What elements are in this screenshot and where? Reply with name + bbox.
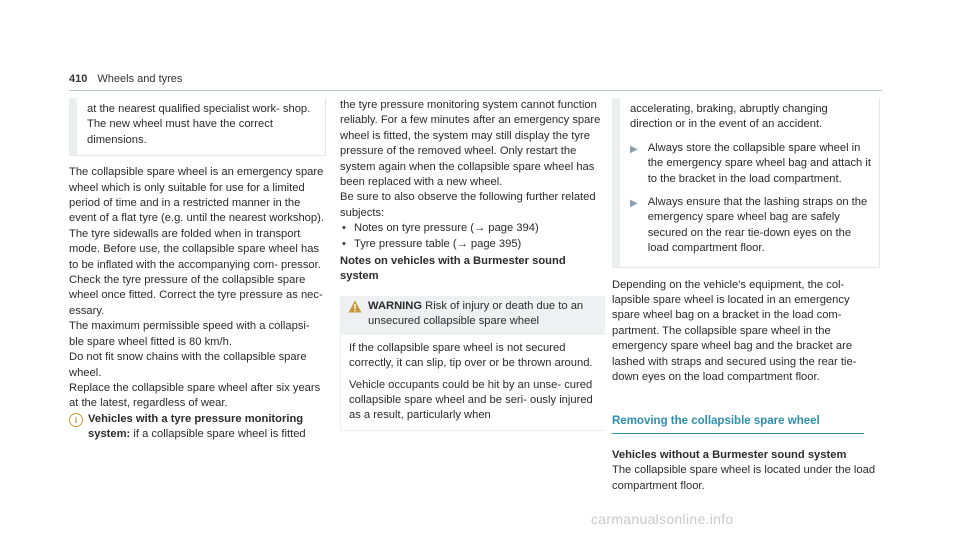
- link-tyre-pressure-table[interactable]: • Tyre pressure table (→ page 395): [340, 237, 605, 252]
- note-box: [69, 98, 326, 156]
- column-1: [69, 98, 326, 443]
- see-also: Be sure to also observe the following further related subjects:: [340, 191, 596, 219]
- paragraph: The collapsible spare wheel is an emergency spare wheel which is only suitable for use for a limited period of time and in a restricted manner in the event of a flat tyre (e.g. until the nearest workshop).: [69, 166, 324, 225]
- page-header: [69, 73, 182, 85]
- warning-triangle-icon: [348, 300, 362, 313]
- paragraph: The tyre sidewalls are folded when in transport mode. Before use, the collapsible spare wheel has to be inflated with the accompanying com- pressor.: [69, 227, 321, 271]
- step-text: Always store the collapsible spare wheel in the emergency spare wheel bag and attach it to the bracket in the load compartment.: [647, 141, 871, 185]
- arrow-right-icon: ▶: [630, 143, 638, 155]
- warning-paragraph: If the collapsible spare wheel is not secured correctly, it can slip, tip over or be thrown around.: [349, 341, 593, 370]
- step: [630, 141, 871, 187]
- page-title: Wheels and tyres: [97, 73, 183, 85]
- step-text: Always ensure that the lashing straps on the emergency spare wheel bag are safely secured on the rear tie-down eyes on the load compartment floor.: [647, 196, 868, 255]
- warning-body: [340, 335, 605, 431]
- warning-box: [340, 296, 605, 335]
- paragraph: Depending on the vehicle's equipment, the col- lapsible spare wheel is located in an emergency spare wheel bag on a bracket in the load com- partment. The collapsible spare wheel in the emergency spare wheel bag and the bracket are lashed with straps and secured using the rear tie-down eyes on the load compartment floor.: [612, 278, 857, 384]
- link-tyre-pressure[interactable]: • Notes on tyre pressure (→ page 394): [340, 221, 605, 236]
- warning-paragraph: Vehicle occupants could be hit by an unse- cured collapsible spare wheel and be seri- ously injured as a result, particularly when: [349, 378, 593, 422]
- paragraph: the tyre pressure monitoring system cannot function reliably. For a few minutes after an emergency spare wheel is fitted, the system may still display the tyre pressure of the removed wheel. Only restart the system again when the collapsible spare wheel has been replaced with a new wheel.: [340, 99, 601, 189]
- column-2: [340, 98, 605, 431]
- column-3: [612, 98, 880, 494]
- header-rule: [69, 90, 882, 91]
- paragraph: The maximum permissible speed with a collapsi- ble spare wheel fitted is 80 km/h.: [69, 320, 310, 348]
- warning-title: Risk of injury or death due to an unsecured collapsible spare wheel: [368, 299, 584, 328]
- step: [630, 195, 871, 257]
- info-bold: Vehicles with a tyre pressure monitoring system:: [88, 412, 304, 441]
- section-title: Removing the collapsible spare wheel: [612, 414, 864, 434]
- warning-continuation: accelerating, braking, abruptly changing direction or in the event of an accident.: [630, 103, 828, 131]
- warning-label: WARNING: [368, 299, 423, 312]
- arrow-right-icon: ▶: [630, 198, 638, 210]
- paragraph: Do not fit snow chains with the collapsible spare wheel.: [69, 351, 307, 379]
- paragraph: The collapsible spare wheel is located under the load compartment floor.: [612, 464, 876, 492]
- note-text: at the nearest qualified specialist work- shop. The new wheel must have the correct dimensions.: [87, 103, 311, 146]
- info-note: [69, 412, 326, 443]
- paragraph: Check the tyre pressure of the collapsible spare wheel once fitted. Correct the tyre pressure as nec- essary.: [69, 274, 323, 317]
- info-text: if a collapsible spare wheel is fitted: [130, 428, 306, 441]
- subheading: Vehicles without a Burmester sound system: [612, 448, 847, 461]
- watermark: carmanualsonline.info: [591, 511, 734, 527]
- related-links: [340, 221, 605, 252]
- page-number: 410: [69, 73, 88, 85]
- warning-continuation-box: [612, 98, 880, 268]
- section-heading: Notes on vehicles with a Burmester sound system: [340, 255, 566, 283]
- info-icon: i: [69, 413, 83, 427]
- paragraph: Replace the collapsible spare wheel after six years at the latest, regardless of wear.: [69, 381, 321, 410]
- warning-header: [348, 299, 597, 330]
